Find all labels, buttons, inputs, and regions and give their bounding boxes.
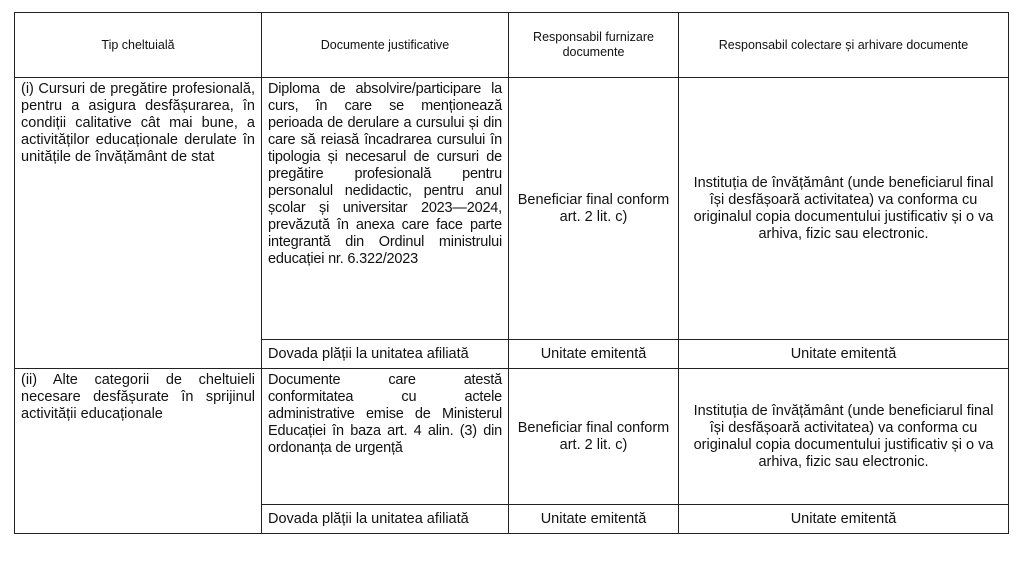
expense-type-cell: (i) Cursuri de pregătire profesională, pentru a asigura desfășurarea, în condiții calitative cât mai bune, a activităților educaționale derulate în unitățile de învățământ de stat — [15, 78, 262, 369]
furnizare-cell: Unitate emitentă — [509, 340, 679, 369]
header-responsabil-colectare: Responsabil colectare și arhivare documente — [679, 13, 1009, 78]
arhivare-cell: Instituția de învățământ (unde beneficiarul final își desfășoară activitatea) va conforma cu originalul copia documentului justificativ și o va arhiva, fizic sau electronic. — [679, 369, 1009, 505]
arhivare-cell: Unitate emitentă — [679, 340, 1009, 369]
furnizare-cell: Beneficiar final conform art. 2 lit. c) — [509, 369, 679, 505]
document-cell: Documente care atestă conformitatea cu actele administrative emise de Ministerul Educației în baza art. 4 alin. (3) din ordonanța de urgență — [262, 369, 509, 505]
expense-type-cell: (ii) Alte categorii de cheltuieli necesare desfășurate în sprijinul activității educaționale — [15, 369, 262, 534]
arhivare-cell: Unitate emitentă — [679, 505, 1009, 534]
furnizare-cell: Unitate emitentă — [509, 505, 679, 534]
document-cell: Diploma de absolvire/participare la curs, în care se menționează perioada de derulare a cursului și din care să reiasă încadrarea cursului în tipologia și necesarul de cursuri de pregătire profesională pentru personalul nedidactic, pentru anul școlar și universitar 2023—2024, prevăzută în anexa care face parte integrantă din Ordinul ministrului educației nr. 6.322/2023 — [262, 78, 509, 340]
header-responsabil-furnizare: Responsabil furnizare documente — [509, 13, 679, 78]
table-header-row — [15, 13, 1009, 78]
document-cell: Dovada plății la unitatea afiliată — [262, 505, 509, 534]
table-row — [15, 369, 1009, 505]
document-cell: Dovada plății la unitatea afiliată — [262, 340, 509, 369]
header-tip-cheltuiala: Tip cheltuială — [15, 13, 262, 78]
expense-documents-table — [14, 12, 1009, 534]
arhivare-cell: Instituția de învățământ (unde beneficiarul final își desfășoară activitatea) va conforma cu originalul copia documentului justificativ și o va arhiva, fizic sau electronic. — [679, 78, 1009, 340]
header-documente-justificative: Documente justificative — [262, 13, 509, 78]
table-row — [15, 78, 1009, 340]
furnizare-cell: Beneficiar final conform art. 2 lit. c) — [509, 78, 679, 340]
